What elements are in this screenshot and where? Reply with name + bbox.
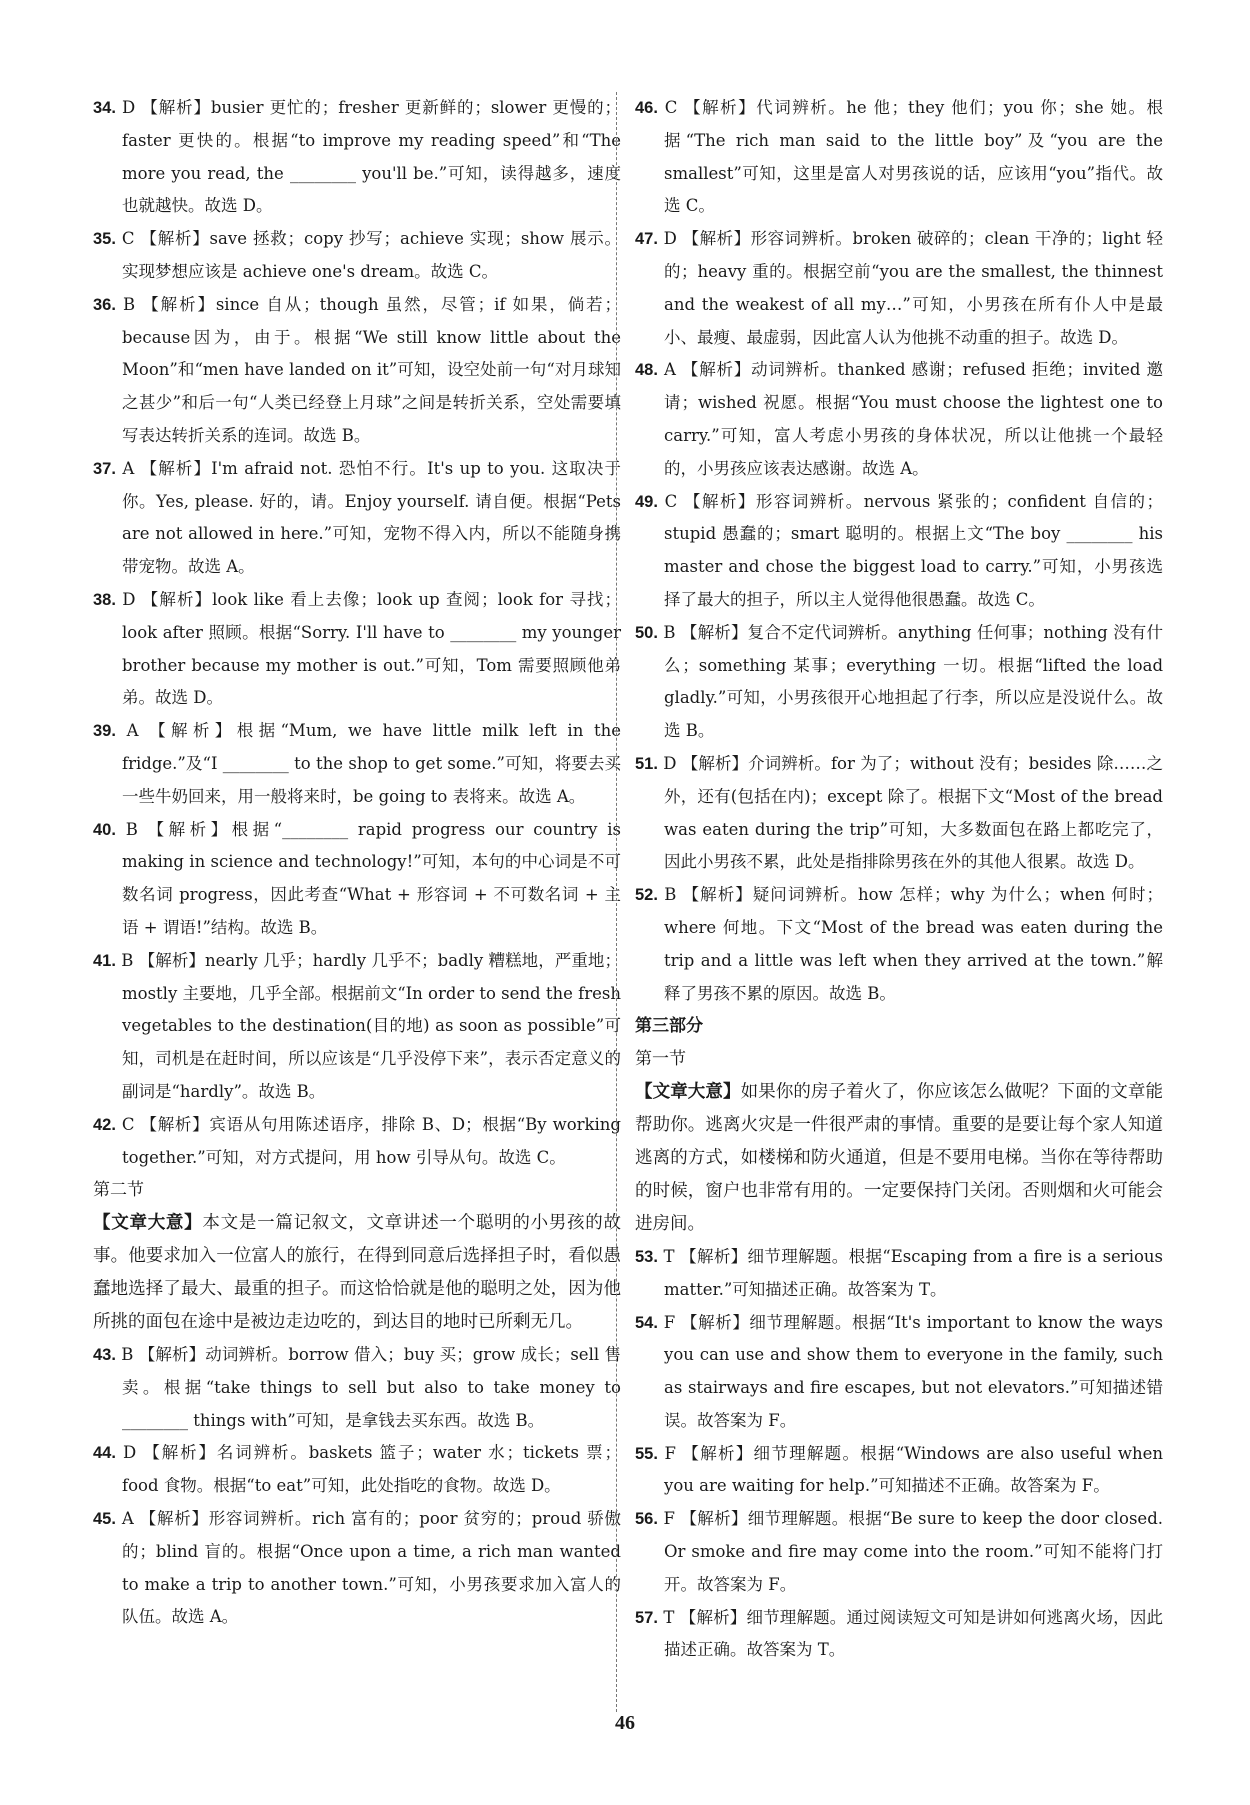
- answer-text: C 【解析】宾语从句用陈述语序，排除 B、D；根据“By working together.”可知，对方式提问，用 how 引导从句。故选 C。: [115, 1114, 621, 1167]
- answer-item: [635, 1503, 1163, 1601]
- answer-item: [635, 223, 1163, 354]
- answer-item: [93, 715, 621, 813]
- left-question-list-2: [93, 1339, 621, 1634]
- question-number: 34.: [93, 99, 116, 117]
- answer-item: [635, 1307, 1163, 1438]
- right-question-list: [635, 92, 1163, 1010]
- summary-tag: 【文章大意】: [93, 1213, 203, 1234]
- question-number: 49.: [635, 492, 658, 511]
- answer-text: D 【解析】形容词辨析。broken 破碎的；clean 干净的；light 轻的；heavy 重的。根据空前“you are the smallest, the thinnest and the weakest of all my…”可知，小男孩在所有仆人中是最小、最瘦、最虚弱，因此富人认为他挑不动重的担子。故选 D。: [657, 229, 1163, 347]
- answer-item: [635, 486, 1163, 617]
- right-question-list-2: [635, 1241, 1163, 1667]
- answer-text: B 【解析】疑问词辨析。how 怎样；why 为什么；when 何时；where 何地。下文“Most of the bread was eaten during the trip and a little was left when they arrived at the town.”解释了男孩不累的原因。故选 B。: [657, 885, 1163, 1003]
- answer-text: C 【解析】代词辨析。he 他；they 他们；you 你；she 她。根据“The rich man said to the little boy”及“you are the smallest”可知，这里是富人对男孩说的话，应该用“you”指代。故选 C。: [657, 98, 1163, 216]
- question-number: 57.: [635, 1608, 658, 1627]
- right-column: [635, 92, 1163, 1667]
- answer-text: D 【解析】名词辨析。baskets 篮子；water 水；tickets 票；food 食物。根据“to eat”可知，此处指吃的食物。故选 D。: [115, 1443, 621, 1496]
- question-number: 50.: [635, 623, 658, 642]
- answer-text: T 【解析】细节理解题。通过阅读短文可知是讲如何逃离火场，因此描述正确。故答案为 T。: [657, 1607, 1163, 1660]
- answer-item: [635, 1602, 1163, 1668]
- answer-text: D 【解析】busier 更忙的；fresher 更新鲜的；slower 更慢的；faster 更快的。根据“to improve my reading speed”和“The more you read, the ________ you'll be.”可知，读得越多，速度也就越快。故选 D。: [115, 98, 621, 216]
- question-number: 46.: [635, 99, 658, 117]
- question-number: 47.: [635, 230, 658, 249]
- answer-text: D 【解析】介词辨析。for 为了；without 没有；besides 除……之外，还有(包括在内)；except 除了。根据下文“Most of the bread was eaten during the trip”可知，大多数面包在路上都吃完了，因此小男孩不累，此处是指排除男孩在外的其他人很累。故选 D。: [657, 753, 1163, 872]
- question-number: 43.: [93, 1346, 116, 1365]
- question-number: 52.: [635, 886, 658, 905]
- answer-item: [635, 1241, 1163, 1307]
- section-heading: 第一节: [635, 1049, 686, 1070]
- answer-text: B 【解析】复合不定代词辨析。anything 任何事；nothing 没有什么；something 某事；everything 一切。根据“lifted the load gladly.”可知，小男孩很开心地担起了行李，所以应是没说什么。故选 B。: [657, 622, 1163, 741]
- question-number: 53.: [635, 1247, 658, 1266]
- answer-item: [635, 748, 1163, 879]
- question-number: 42.: [93, 1115, 116, 1134]
- answer-item: [93, 453, 621, 584]
- answer-text: F 【解析】细节理解题。根据“Windows are also useful when you are waiting for help.”可知描述不正确。故答案为 F。: [657, 1443, 1163, 1496]
- answer-text: A 【解析】I'm afraid not. 恐怕不行。It's up to you. 这取决于你。Yes, please. 好的，请。Enjoy yourself. 请自便。根据“Pets are not allowed in here.”可知，宠物不得入内，所以不能随身携带宠物。故选 A。: [115, 458, 621, 577]
- question-number: 54.: [635, 1313, 658, 1332]
- answer-text: F 【解析】细节理解题。根据“Be sure to keep the door closed. Or smoke and fire may come into the room.”可知不能将门打开。故答案为 F。: [657, 1509, 1163, 1594]
- question-number: 39.: [93, 722, 116, 741]
- answer-text: A 【解析】根据“Mum, we have little milk left in the fridge.”及“I ________ to the shop to get some.”可知，将要去买一些牛奶回来，用一般将来时，be going to 表将来。故选 A。: [115, 721, 621, 806]
- page-number: 46: [615, 1712, 635, 1734]
- question-number: 37.: [93, 459, 116, 478]
- answer-item: [93, 1503, 621, 1634]
- answer-text: D 【解析】look like 看上去像；look up 查阅；look for 寻找；look after 照顾。根据“Sorry. I'll have to ________ my younger brother because my mother is out.”可知，Tom 需要照顾他弟弟。故选 D。: [115, 589, 621, 708]
- answer-text: C 【解析】形容词辨析。nervous 紧张的；confident 自信的；stupid 愚蠢的；smart 聪明的。根据上文“The boy ________ his master and chose the biggest load to carry.”可知，小男孩选择了最大的担子，所以主人觉得他很愚蠢。故选 C。: [657, 491, 1163, 609]
- question-number: 40.: [93, 820, 116, 839]
- question-number: 36.: [93, 295, 116, 314]
- answer-item: [635, 92, 1163, 223]
- answer-item: [635, 879, 1163, 1010]
- question-number: 44.: [93, 1444, 116, 1463]
- answer-text: C 【解析】save 拯救；copy 抄写；achieve 实现；show 展示。实现梦想应该是 achieve one's dream。故选 C。: [115, 229, 621, 281]
- answer-item: [93, 92, 621, 223]
- question-number: 48.: [635, 361, 658, 380]
- answer-item: [93, 945, 621, 1109]
- question-number: 55.: [635, 1444, 658, 1463]
- answer-text: B 【解析】nearly 几乎；hardly 几乎不；badly 糟糕地，严重地；mostly 主要地，几乎全部。根据前文“In order to send the fresh vegetables to the destination(目的地) as soon as possible”可知，司机是在赶时间，所以应该是“几乎没停下来”，表示否定意义的副词是“hardly”。故选 B。: [115, 950, 621, 1101]
- left-column: [93, 92, 621, 1634]
- answer-text: T 【解析】细节理解题。根据“Escaping from a fire is a serious matter.”可知描述正确。故答案为 T。: [657, 1246, 1163, 1299]
- summary-tag: 【文章大意】: [635, 1081, 741, 1102]
- part-heading: 第三部分: [635, 1016, 703, 1037]
- article-summary: [635, 1076, 1163, 1241]
- question-number: 45.: [93, 1510, 116, 1529]
- answer-item: [93, 289, 621, 453]
- column-divider: [616, 92, 617, 1712]
- answer-text: B 【解析】since 自从；though 虽然，尽管；if 如果，倘若；because因为，由于。根据“We still know little about the Moon”和“men have landed on it”可知，设空处前一句“对月球知之甚少”和后一句“人类已经登上月球”之间是转折关系，空处需要填写表达转折关系的连词。故选 B。: [115, 294, 621, 445]
- question-number: 56.: [635, 1510, 658, 1529]
- answer-item: [93, 814, 621, 945]
- answer-item: [93, 1437, 621, 1503]
- answer-text: A 【解析】动词辨析。thanked 感谢；refused 拒绝；invited 邀请；wished 祝愿。根据“You must choose the lightest one to carry.”可知，富人考虑小男孩的身体状况，所以让他挑一个最轻的，小男孩应该表达感谢。故选 A。: [657, 360, 1163, 478]
- question-number: 35.: [93, 230, 116, 249]
- answer-item: [635, 1438, 1163, 1504]
- answer-item: [93, 584, 621, 715]
- answer-text: A 【解析】形容词辨析。rich 富有的；poor 贫穷的；proud 骄傲的；blind 盲的。根据“Once upon a time, a rich man wanted to make a trip to another town.”可知，小男孩要求加入富人的队伍。故选 A。: [115, 1509, 621, 1627]
- answer-text: B 【解析】动词辨析。borrow 借入；buy 买；grow 成长；sell 售卖。根据“take things to sell but also to take money to ________ things with”可知，是拿钱去买东西。故选 B。: [115, 1345, 621, 1430]
- question-number: 38.: [93, 590, 116, 609]
- answer-item: [93, 223, 621, 289]
- summary-text: 如果你的房子着火了，你应该怎么做呢？下面的文章能帮助你。逃离火灾是一件很严肃的事情。重要的是要让每个家人知道逃离的方式，如楼梯和防火通道，但是不要用电梯。当你在等待帮助的时候，窗户也非常有用的。一定要保持门关闭。否则烟和火可能会进房间。: [635, 1081, 1164, 1234]
- article-summary: [93, 1207, 621, 1339]
- answer-text: F 【解析】细节理解题。根据“It's important to know the ways you can use and show them to everyone in the family, such as stairways and fire escapes, but not elevators.”可知描述错误。故答案为 F。: [657, 1312, 1163, 1430]
- summary-text: 本文是一篇记叙文，文章讲述一个聪明的小男孩的故事。他要求加入一位富人的旅行，在得到同意后选择担子时，看似愚蠢地选择了最大、最重的担子。而这恰恰就是他的聪明之处，因为他所挑的面包在途中是被边走边吃的，到达目的地时已所剩无几。: [93, 1213, 622, 1333]
- answer-item: [93, 1339, 621, 1437]
- question-number: 51.: [635, 754, 658, 773]
- answer-text: B 【解析】根据“________ rapid progress our country is making in science and technology!”可知，本句的中心词是不可数名词 progress，因此考查“What + 形容词 + 不可数名词 + 主语 + 谓语!”结构。故选 B。: [115, 819, 621, 937]
- answer-item: [635, 354, 1163, 485]
- answer-item: [93, 1109, 621, 1175]
- left-question-list: [93, 92, 621, 1174]
- question-number: 41.: [93, 951, 116, 970]
- answer-item: [635, 617, 1163, 748]
- section-heading: 第二节: [93, 1180, 144, 1201]
